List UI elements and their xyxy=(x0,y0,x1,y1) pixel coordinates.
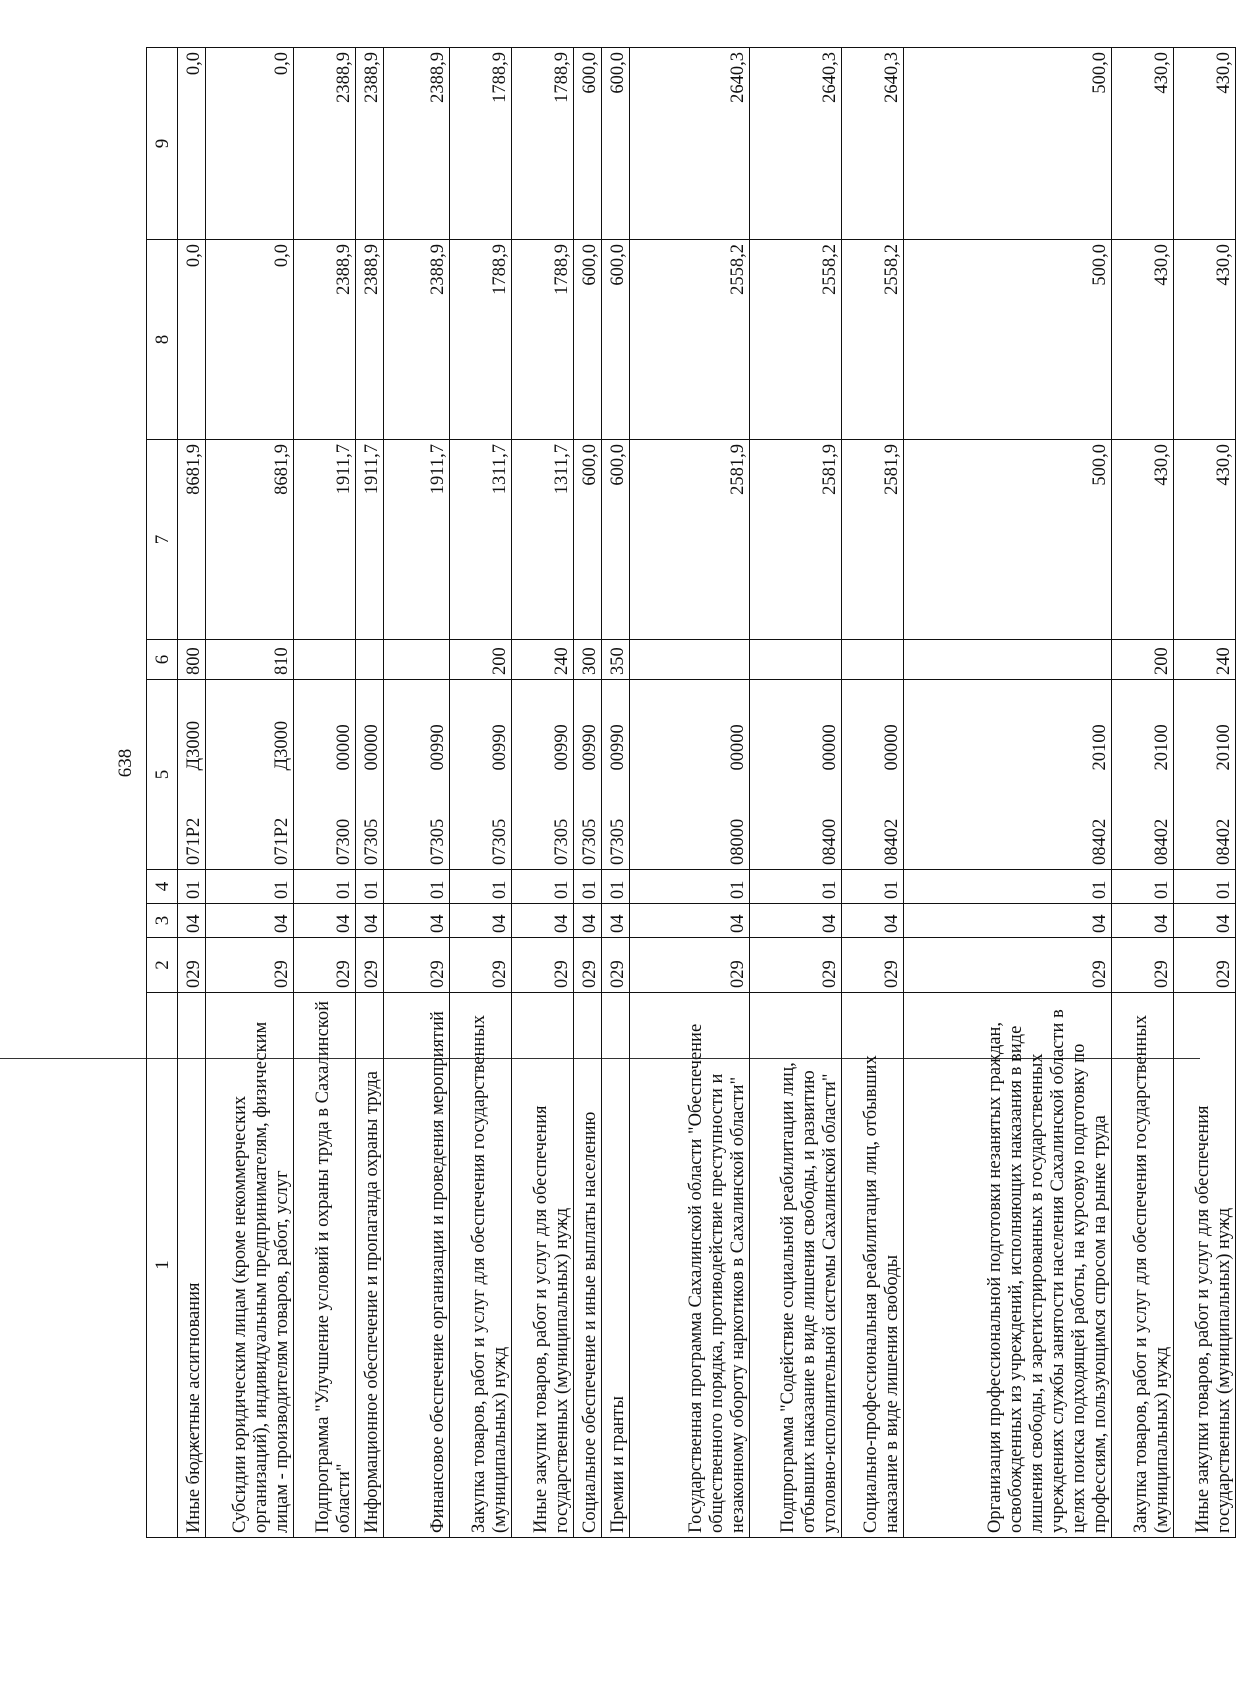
section-code: 04 xyxy=(384,904,450,938)
table-row xyxy=(1174,48,1236,1538)
amount-col8: 0,0 xyxy=(206,240,294,440)
row-name: Закупка товаров, работ и услуг для обеспечения государственных (муниципальных) нужд xyxy=(1112,993,1174,1538)
expense-type-code xyxy=(384,640,450,680)
expense-type-code: 350 xyxy=(602,640,630,680)
expense-type-code xyxy=(750,640,842,680)
admin-code: 029 xyxy=(294,938,356,993)
program-code: 07305 xyxy=(384,775,450,870)
amount-col7: 1911,7 xyxy=(384,440,450,640)
table-row xyxy=(602,48,630,1538)
amount-col7: 430,0 xyxy=(1112,440,1174,640)
subsection-code: 01 xyxy=(602,870,630,904)
amount-col7: 1911,7 xyxy=(294,440,356,640)
admin-code: 029 xyxy=(356,938,384,993)
direction-code: 00990 xyxy=(574,680,602,775)
subsection-code: 01 xyxy=(1112,870,1174,904)
amount-col7: 2581,9 xyxy=(630,440,750,640)
direction-code: 20100 xyxy=(904,680,1112,775)
header-cell: 4 xyxy=(147,870,178,904)
amount-col8: 2558,2 xyxy=(842,240,904,440)
admin-code: 029 xyxy=(630,938,750,993)
row-name: Информационное обеспечение и пропаганда охраны труда xyxy=(356,993,384,1538)
expense-type-code: 200 xyxy=(450,640,512,680)
row-name: Иные закупки товаров, работ и услуг для обеспечения государственных (муниципальных) нужд xyxy=(512,993,574,1538)
direction-code: 00000 xyxy=(842,680,904,775)
expense-type-code: 240 xyxy=(512,640,574,680)
direction-code: 00990 xyxy=(602,680,630,775)
amount-col8: 600,0 xyxy=(602,240,630,440)
row-name: Закупка товаров, работ и услуг для обеспечения государственных (муниципальных) нужд xyxy=(450,993,512,1538)
header-cell: 7 xyxy=(147,440,178,640)
program-code: 071Р2 xyxy=(206,775,294,870)
admin-code: 029 xyxy=(450,938,512,993)
header-cell: 6 xyxy=(147,640,178,680)
admin-code: 029 xyxy=(1112,938,1174,993)
section-code: 04 xyxy=(178,904,206,938)
amount-col9: 500,0 xyxy=(904,48,1112,240)
direction-code: 00990 xyxy=(512,680,574,775)
amount-col9: 2640,3 xyxy=(842,48,904,240)
amount-col7: 600,0 xyxy=(602,440,630,640)
direction-code: 00000 xyxy=(750,680,842,775)
program-code: 07305 xyxy=(602,775,630,870)
section-code: 04 xyxy=(450,904,512,938)
amount-col8: 2558,2 xyxy=(630,240,750,440)
section-code: 04 xyxy=(574,904,602,938)
budget-table xyxy=(146,47,1236,1538)
table-row xyxy=(750,48,842,1538)
amount-col9: 1788,9 xyxy=(450,48,512,240)
admin-code: 029 xyxy=(842,938,904,993)
subsection-code: 01 xyxy=(450,870,512,904)
amount-col8: 430,0 xyxy=(1174,240,1236,440)
direction-code: 00000 xyxy=(294,680,356,775)
program-code: 08000 xyxy=(630,775,750,870)
subsection-code: 01 xyxy=(356,870,384,904)
table-row xyxy=(206,48,294,1538)
amount-col7: 2581,9 xyxy=(750,440,842,640)
admin-code: 029 xyxy=(384,938,450,993)
amount-col9: 0,0 xyxy=(178,48,206,240)
subsection-code: 01 xyxy=(842,870,904,904)
header-row xyxy=(147,48,178,1538)
header-cell: 8 xyxy=(147,240,178,440)
rotated-page xyxy=(106,48,1234,1538)
table-body xyxy=(178,48,1236,1538)
section-code: 04 xyxy=(206,904,294,938)
row-name: Субсидии юридическим лицам (кроме некоммерческих организаций), индивидуальным предпринимателям, физическим лицам - производителям товаров, работ, услуг xyxy=(206,993,294,1538)
subsection-code: 01 xyxy=(574,870,602,904)
direction-code: 00000 xyxy=(630,680,750,775)
direction-code: 20100 xyxy=(1112,680,1174,775)
section-code: 04 xyxy=(356,904,384,938)
amount-col7: 8681,9 xyxy=(178,440,206,640)
direction-code: 20100 xyxy=(1174,680,1236,775)
amount-col8: 2388,9 xyxy=(294,240,356,440)
expense-type-code xyxy=(356,640,384,680)
header-cell: 2 xyxy=(147,938,178,993)
subsection-code: 01 xyxy=(904,870,1112,904)
direction-code: 00990 xyxy=(384,680,450,775)
direction-code: 00990 xyxy=(450,680,512,775)
section-code: 04 xyxy=(750,904,842,938)
subsection-code: 01 xyxy=(294,870,356,904)
amount-col8: 1788,9 xyxy=(450,240,512,440)
section-code: 04 xyxy=(1174,904,1236,938)
amount-col8: 500,0 xyxy=(904,240,1112,440)
expense-type-code: 200 xyxy=(1112,640,1174,680)
row-name: Государственная программа Сахалинской области "Обеспечение общественного порядка, противодействие преступности и незаконному обороту наркотиков в Сахалинской области" xyxy=(630,993,750,1538)
expense-type-code xyxy=(294,640,356,680)
amount-col8: 0,0 xyxy=(178,240,206,440)
amount-col8: 2388,9 xyxy=(384,240,450,440)
section-code: 04 xyxy=(1112,904,1174,938)
table-row xyxy=(178,48,206,1538)
subsection-code: 01 xyxy=(1174,870,1236,904)
admin-code: 029 xyxy=(1174,938,1236,993)
direction-code: Д3000 xyxy=(206,680,294,775)
table-row xyxy=(356,48,384,1538)
program-code: 071Р2 xyxy=(178,775,206,870)
subsection-code: 01 xyxy=(512,870,574,904)
amount-col8: 600,0 xyxy=(574,240,602,440)
expense-type-code xyxy=(842,640,904,680)
amount-col9: 2388,9 xyxy=(294,48,356,240)
amount-col7: 1311,7 xyxy=(512,440,574,640)
row-name: Организация профессиональной подготовки незанятых граждан, освобожденных из учреждений, исполняющих наказания в виде лишения свободы, и зарегистрированных в государственных учреждениях службы занятости населения Сахалинской области в целях поиска подходящей работы, на курсовую подготовку по профессиям, пользующимся спросом на рынке труда xyxy=(904,993,1112,1538)
section-code: 04 xyxy=(512,904,574,938)
header-cell: 5 xyxy=(147,680,178,870)
table-row xyxy=(384,48,450,1538)
amount-col9: 600,0 xyxy=(602,48,630,240)
expense-type-code xyxy=(904,640,1112,680)
row-name: Социально-профессиональная реабилитация лиц, отбывших наказание в виде лишения свободы xyxy=(842,993,904,1538)
table-row xyxy=(630,48,750,1538)
amount-col9: 2388,9 xyxy=(356,48,384,240)
subsection-code: 01 xyxy=(384,870,450,904)
row-name: Финансовое обеспечение организации и проведения мероприятий xyxy=(384,993,450,1538)
table-row xyxy=(512,48,574,1538)
section-code: 04 xyxy=(904,904,1112,938)
table-row xyxy=(842,48,904,1538)
amount-col9: 2640,3 xyxy=(750,48,842,240)
page-number: 638 xyxy=(115,748,136,778)
row-name: Социальное обеспечение и иные выплаты населению xyxy=(574,993,602,1538)
amount-col8: 430,0 xyxy=(1112,240,1174,440)
table-row xyxy=(294,48,356,1538)
amount-col9: 2388,9 xyxy=(384,48,450,240)
table-row xyxy=(904,48,1112,1538)
program-code: 07305 xyxy=(574,775,602,870)
section-code: 04 xyxy=(294,904,356,938)
amount-col7: 8681,9 xyxy=(206,440,294,640)
header-cell: 3 xyxy=(147,904,178,938)
amount-col9: 1788,9 xyxy=(512,48,574,240)
table-row xyxy=(574,48,602,1538)
program-code: 07305 xyxy=(356,775,384,870)
program-code: 08402 xyxy=(1112,775,1174,870)
expense-type-code: 810 xyxy=(206,640,294,680)
amount-col7: 430,0 xyxy=(1174,440,1236,640)
amount-col9: 430,0 xyxy=(1112,48,1174,240)
direction-code: Д3000 xyxy=(178,680,206,775)
row-name: Подпрограмма "Улучшение условий и охраны труда в Сахалинской области" xyxy=(294,993,356,1538)
table-row xyxy=(1112,48,1174,1538)
admin-code: 029 xyxy=(750,938,842,993)
amount-col9: 2640,3 xyxy=(630,48,750,240)
row-name: Подпрограмма "Содействие социальной реабилитации лиц, отбывших наказание в виде лишения свободы, и развитию уголовно-исполнительной системы Сахалинской области" xyxy=(750,993,842,1538)
header-cell: 1 xyxy=(147,993,178,1538)
table-row xyxy=(450,48,512,1538)
row-name: Иные закупки товаров, работ и услуг для обеспечения государственных (муниципальных) нужд xyxy=(1174,993,1236,1538)
amount-col8: 1788,9 xyxy=(512,240,574,440)
direction-code: 00000 xyxy=(356,680,384,775)
amount-col9: 430,0 xyxy=(1174,48,1236,240)
amount-col7: 500,0 xyxy=(904,440,1112,640)
admin-code: 029 xyxy=(512,938,574,993)
subsection-code: 01 xyxy=(630,870,750,904)
program-code: 07300 xyxy=(294,775,356,870)
expense-type-code xyxy=(630,640,750,680)
admin-code: 029 xyxy=(206,938,294,993)
admin-code: 029 xyxy=(178,938,206,993)
amount-col9: 0,0 xyxy=(206,48,294,240)
section-code: 04 xyxy=(602,904,630,938)
program-code: 08402 xyxy=(842,775,904,870)
subsection-code: 01 xyxy=(206,870,294,904)
amount-col7: 2581,9 xyxy=(842,440,904,640)
admin-code: 029 xyxy=(602,938,630,993)
admin-code: 029 xyxy=(574,938,602,993)
amount-col7: 600,0 xyxy=(574,440,602,640)
program-code: 08402 xyxy=(904,775,1112,870)
expense-type-code: 300 xyxy=(574,640,602,680)
amount-col8: 2388,9 xyxy=(356,240,384,440)
program-code: 08402 xyxy=(1174,775,1236,870)
expense-type-code: 800 xyxy=(178,640,206,680)
section-code: 04 xyxy=(842,904,904,938)
section-code: 04 xyxy=(630,904,750,938)
amount-col8: 2558,2 xyxy=(750,240,842,440)
subsection-code: 01 xyxy=(750,870,842,904)
program-code: 07305 xyxy=(512,775,574,870)
program-code: 07305 xyxy=(450,775,512,870)
row-name: Премии и гранты xyxy=(602,993,630,1538)
expense-type-code: 240 xyxy=(1174,640,1236,680)
subsection-code: 01 xyxy=(178,870,206,904)
admin-code: 029 xyxy=(904,938,1112,993)
program-code: 08400 xyxy=(750,775,842,870)
amount-col9: 600,0 xyxy=(574,48,602,240)
header-cell: 9 xyxy=(147,48,178,240)
amount-col7: 1311,7 xyxy=(450,440,512,640)
amount-col7: 1911,7 xyxy=(356,440,384,640)
row-name: Иные бюджетные ассигнования xyxy=(178,993,206,1538)
